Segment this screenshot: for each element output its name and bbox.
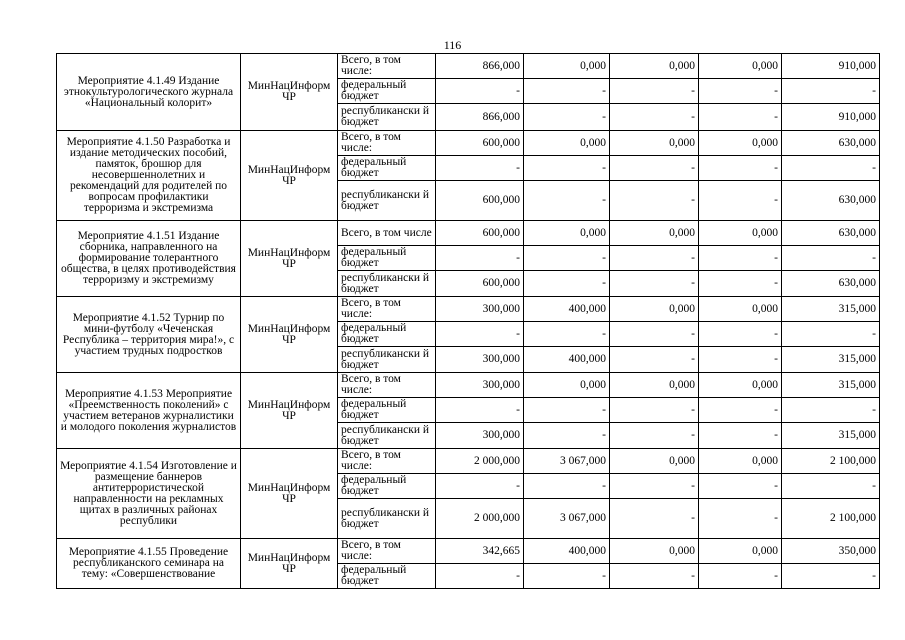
- amount-cell: -: [436, 322, 524, 347]
- amount-cell: 2 000,000: [436, 499, 524, 539]
- funding-source-cell: Всего, в том числе: [338, 221, 436, 246]
- funding-source-cell: федеральный бюджет: [338, 156, 436, 181]
- amount-cell: -: [782, 156, 880, 181]
- event-name-cell: Мероприятие 4.1.52 Турнир по мини-футболу «Чеченская Республика – территория мира!», с участием трудных подростков: [57, 297, 241, 373]
- table-row: [57, 297, 880, 322]
- amount-cell: 342,665: [436, 539, 524, 564]
- funding-source-cell: Всего, в том числе:: [338, 131, 436, 156]
- amount-cell: -: [524, 322, 610, 347]
- amount-cell: -: [699, 79, 782, 104]
- amount-cell: 0,000: [699, 449, 782, 474]
- table-row: [57, 131, 880, 156]
- amount-cell: 315,000: [782, 347, 880, 373]
- amount-cell: -: [524, 246, 610, 271]
- amount-cell: -: [436, 474, 524, 499]
- event-name-cell: Мероприятие 4.1.54 Изготовление и размещение баннеров антитеррористической направленности на рекламных щитах в различных районах республики: [57, 449, 241, 539]
- amount-cell: -: [610, 499, 699, 539]
- amount-cell: 2 100,000: [782, 449, 880, 474]
- amount-cell: -: [524, 271, 610, 297]
- amount-cell: -: [699, 104, 782, 131]
- amount-cell: -: [524, 156, 610, 181]
- amount-cell: 0,000: [524, 131, 610, 156]
- table-row: [57, 539, 880, 564]
- funding-source-cell: федеральный бюджет: [338, 322, 436, 347]
- amount-cell: -: [610, 564, 699, 589]
- amount-cell: 910,000: [782, 54, 880, 79]
- executor-cell: МинНацИнформ ЧР: [241, 131, 338, 221]
- amount-cell: 315,000: [782, 297, 880, 322]
- executor-cell: МинНацИнформ ЧР: [241, 54, 338, 131]
- executor-cell: МинНацИнформ ЧР: [241, 449, 338, 539]
- event-name-cell: Мероприятие 4.1.49 Издание этнокультурологического журнала «Национальный колорит»: [57, 54, 241, 131]
- budget-table: [56, 53, 880, 589]
- amount-cell: -: [699, 246, 782, 271]
- executor-cell: МинНацИнформ ЧР: [241, 297, 338, 373]
- amount-cell: 866,000: [436, 54, 524, 79]
- amount-cell: 0,000: [699, 373, 782, 398]
- amount-cell: -: [782, 398, 880, 423]
- amount-cell: 3 067,000: [524, 449, 610, 474]
- amount-cell: 630,000: [782, 131, 880, 156]
- amount-cell: -: [699, 322, 782, 347]
- funding-source-cell: Всего, в том числе:: [338, 373, 436, 398]
- amount-cell: 0,000: [524, 373, 610, 398]
- amount-cell: 2 000,000: [436, 449, 524, 474]
- amount-cell: -: [699, 271, 782, 297]
- amount-cell: 0,000: [699, 221, 782, 246]
- amount-cell: 400,000: [524, 347, 610, 373]
- event-name-cell: Мероприятие 4.1.51 Издание сборника, направленного на формирование толерантного общества, в целях противодействия терроризму и экстремизму: [57, 221, 241, 297]
- amount-cell: 866,000: [436, 104, 524, 131]
- amount-cell: 315,000: [782, 373, 880, 398]
- amount-cell: 315,000: [782, 423, 880, 449]
- amount-cell: -: [699, 564, 782, 589]
- funding-source-cell: федеральный бюджет: [338, 246, 436, 271]
- amount-cell: 600,000: [436, 181, 524, 221]
- amount-cell: -: [524, 79, 610, 104]
- amount-cell: -: [782, 564, 880, 589]
- amount-cell: -: [699, 474, 782, 499]
- funding-source-cell: Всего, в том числе:: [338, 297, 436, 322]
- amount-cell: -: [610, 104, 699, 131]
- amount-cell: 0,000: [610, 449, 699, 474]
- amount-cell: -: [610, 398, 699, 423]
- amount-cell: -: [610, 322, 699, 347]
- amount-cell: 300,000: [436, 347, 524, 373]
- amount-cell: 350,000: [782, 539, 880, 564]
- amount-cell: -: [610, 423, 699, 449]
- table-row: [57, 373, 880, 398]
- table-row: [57, 54, 880, 79]
- amount-cell: -: [524, 474, 610, 499]
- amount-cell: 630,000: [782, 271, 880, 297]
- amount-cell: 0,000: [699, 297, 782, 322]
- amount-cell: -: [610, 79, 699, 104]
- amount-cell: -: [436, 246, 524, 271]
- amount-cell: 630,000: [782, 221, 880, 246]
- funding-source-cell: федеральный бюджет: [338, 474, 436, 499]
- amount-cell: 600,000: [436, 221, 524, 246]
- amount-cell: -: [699, 423, 782, 449]
- amount-cell: 910,000: [782, 104, 880, 131]
- amount-cell: 0,000: [699, 539, 782, 564]
- amount-cell: -: [524, 181, 610, 221]
- amount-cell: 300,000: [436, 423, 524, 449]
- amount-cell: 400,000: [524, 539, 610, 564]
- funding-source-cell: республикански й бюджет: [338, 423, 436, 449]
- amount-cell: -: [610, 156, 699, 181]
- amount-cell: -: [699, 499, 782, 539]
- amount-cell: -: [524, 564, 610, 589]
- amount-cell: 0,000: [610, 373, 699, 398]
- amount-cell: -: [699, 156, 782, 181]
- amount-cell: -: [782, 474, 880, 499]
- event-name-cell: Мероприятие 4.1.55 Проведение республиканского семинара на тему: «Совершенствование: [57, 539, 241, 589]
- executor-cell: МинНацИнформ ЧР: [241, 221, 338, 297]
- table-row: [57, 449, 880, 474]
- amount-cell: -: [610, 474, 699, 499]
- funding-source-cell: Всего, в том числе:: [338, 54, 436, 79]
- amount-cell: 0,000: [610, 221, 699, 246]
- amount-cell: -: [782, 246, 880, 271]
- amount-cell: 300,000: [436, 297, 524, 322]
- funding-source-cell: республикански й бюджет: [338, 271, 436, 297]
- amount-cell: -: [524, 398, 610, 423]
- amount-cell: 2 100,000: [782, 499, 880, 539]
- amount-cell: -: [699, 398, 782, 423]
- executor-cell: МинНацИнформ ЧР: [241, 373, 338, 449]
- funding-source-cell: Всего, в том числе:: [338, 539, 436, 564]
- event-name-cell: Мероприятие 4.1.50 Разработка и издание методических пособий, памяток, брошюр для несовершеннолетних и рекомендаций для родителей по вопросам профилактики терроризма и экстремизма: [57, 131, 241, 221]
- amount-cell: 600,000: [436, 131, 524, 156]
- amount-cell: 0,000: [610, 539, 699, 564]
- amount-cell: 0,000: [699, 131, 782, 156]
- funding-source-cell: республикански й бюджет: [338, 347, 436, 373]
- funding-source-cell: Всего, в том числе:: [338, 449, 436, 474]
- executor-cell: МинНацИнформ ЧР: [241, 539, 338, 589]
- amount-cell: -: [436, 398, 524, 423]
- amount-cell: -: [699, 347, 782, 373]
- amount-cell: 0,000: [699, 54, 782, 79]
- amount-cell: -: [610, 181, 699, 221]
- amount-cell: 300,000: [436, 373, 524, 398]
- amount-cell: 0,000: [610, 297, 699, 322]
- amount-cell: 0,000: [610, 54, 699, 79]
- amount-cell: -: [436, 156, 524, 181]
- amount-cell: -: [782, 79, 880, 104]
- amount-cell: -: [436, 79, 524, 104]
- amount-cell: 3 067,000: [524, 499, 610, 539]
- amount-cell: -: [782, 322, 880, 347]
- amount-cell: 0,000: [610, 131, 699, 156]
- funding-source-cell: федеральный бюджет: [338, 79, 436, 104]
- amount-cell: -: [610, 271, 699, 297]
- amount-cell: -: [610, 246, 699, 271]
- amount-cell: 0,000: [524, 54, 610, 79]
- event-name-cell: Мероприятие 4.1.53 Мероприятие «Преемственность поколений» с участием ветеранов журналистики и молодого поколения журналистов: [57, 373, 241, 449]
- amount-cell: 630,000: [782, 181, 880, 221]
- page-number: 116: [443, 38, 462, 52]
- amount-cell: -: [610, 347, 699, 373]
- table-row: [57, 221, 880, 246]
- funding-source-cell: республикански й бюджет: [338, 104, 436, 131]
- amount-cell: -: [524, 423, 610, 449]
- amount-cell: -: [436, 564, 524, 589]
- funding-source-cell: республикански й бюджет: [338, 499, 436, 539]
- amount-cell: 400,000: [524, 297, 610, 322]
- amount-cell: -: [699, 181, 782, 221]
- amount-cell: 600,000: [436, 271, 524, 297]
- funding-source-cell: федеральный бюджет: [338, 398, 436, 423]
- amount-cell: 0,000: [524, 221, 610, 246]
- funding-source-cell: республикански й бюджет: [338, 181, 436, 221]
- funding-source-cell: федеральный бюджет: [338, 564, 436, 589]
- amount-cell: -: [524, 104, 610, 131]
